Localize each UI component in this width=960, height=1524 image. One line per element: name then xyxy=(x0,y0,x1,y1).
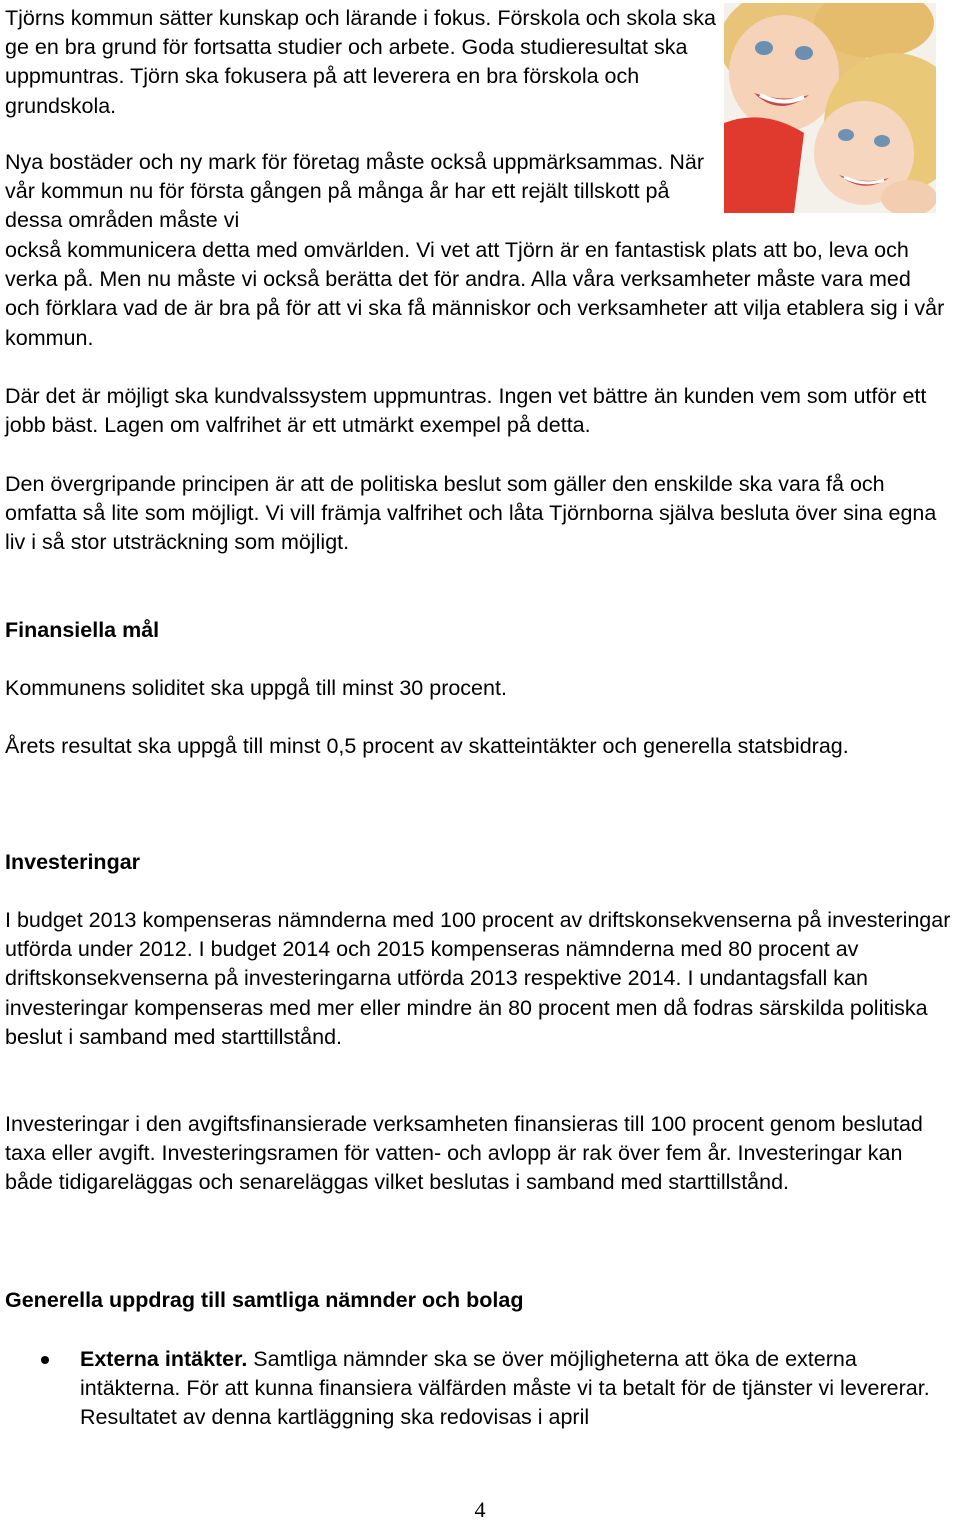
intro-paragraph-2-start: Nya bostäder och ny mark för företag måste också uppmärksammas. När vår kommun nu för första gången på många år har ett rejält tillskott på dessa områden måste vi xyxy=(5,150,705,233)
page-number: 4 xyxy=(474,1497,486,1522)
bullet-lead: Externa intäkter. xyxy=(80,1347,248,1371)
children-photo xyxy=(724,3,936,213)
generella-uppdrag-heading: Generella uppdrag till samtliga nämnder och bolag xyxy=(5,1288,524,1312)
finansiella-mal-heading: Finansiella mål xyxy=(5,618,160,642)
bullet-item-externa-intakter xyxy=(80,1345,960,1433)
resultat-paragraph: Årets resultat ska uppgå till minst 0,5 procent av skatteintäkter och generella statsbidrag. xyxy=(5,734,849,758)
intro-paragraph-1: Tjörns kommun sätter kunskap och lärande i fokus. Förskola och skola ska ge en bra grund för fortsatta studier och arbete. Goda studieresultat ska uppmuntras. Tjörn ska fokusera på att leverera en bra förskola och grundskola. xyxy=(5,6,717,118)
investeringar-paragraph-1: I budget 2013 kompenseras nämnderna med 100 procent av driftskonsekvenserna på investeringar utförda under 2012. I budget 2014 och 2015 kompenseras nämnderna med 80 procent av driftskonsekvenserna på investeringarna utförda 2013 respektive 2014. I undantagsfall kan investeringar kompenseras med mer eller mindre än 80 procent men då fodras särskilda politiska beslut i samband med starttillstånd. xyxy=(5,908,951,1049)
kundval-paragraph: Där det är möjligt ska kundvalssystem uppmuntras. Ingen vet bättre än kunden vem som utför ett jobb bäst. Lagen om valfrihet är ett utmärkt exempel på detta. xyxy=(5,384,927,438)
investeringar-paragraph-2: Investeringar i den avgiftsfinansierade verksamheten finansieras till 100 procent genom beslutad taxa eller avgift. Investeringsramen för vatten- och avlopp är rak över fem år. Investeringar kan både tidigareläggas och senareläggas vilket beslutas i samband med starttillstånd. xyxy=(5,1112,923,1195)
investeringar-heading: Investeringar xyxy=(5,850,141,874)
intro-paragraph-2-continued: också kommunicera detta med omvärlden. Vi vet att Tjörn är en fantastisk plats att bo, leva och verka på. Men nu måste vi också berätta det för andra. Alla våra verksamheter måste vara med och förklara vad de är bra på för att vi ska få människor och verksamheter att vilja etablera sig i vår kommun. xyxy=(5,238,945,350)
soliditet-paragraph: Kommunens soliditet ska uppgå till minst 30 procent. xyxy=(5,676,507,700)
bullet-icon xyxy=(41,1356,49,1364)
bullet-body: Samtliga nämnder ska se över möjligheterna att öka de externa intäkterna. För att kunna finansiera välfärden måste vi ta betalt för de tjänster vi levererar. Resultatet av denna kartläggning ska redovisas i april xyxy=(80,1347,930,1430)
principle-paragraph: Den övergripande principen är att de politiska beslut som gäller den enskilde ska vara få och omfatta så lite som möjligt. Vi vill främja valfrihet och låta Tjörnborna själva besluta över sina egna liv i så stor utsträckning som möjligt. xyxy=(5,472,937,555)
